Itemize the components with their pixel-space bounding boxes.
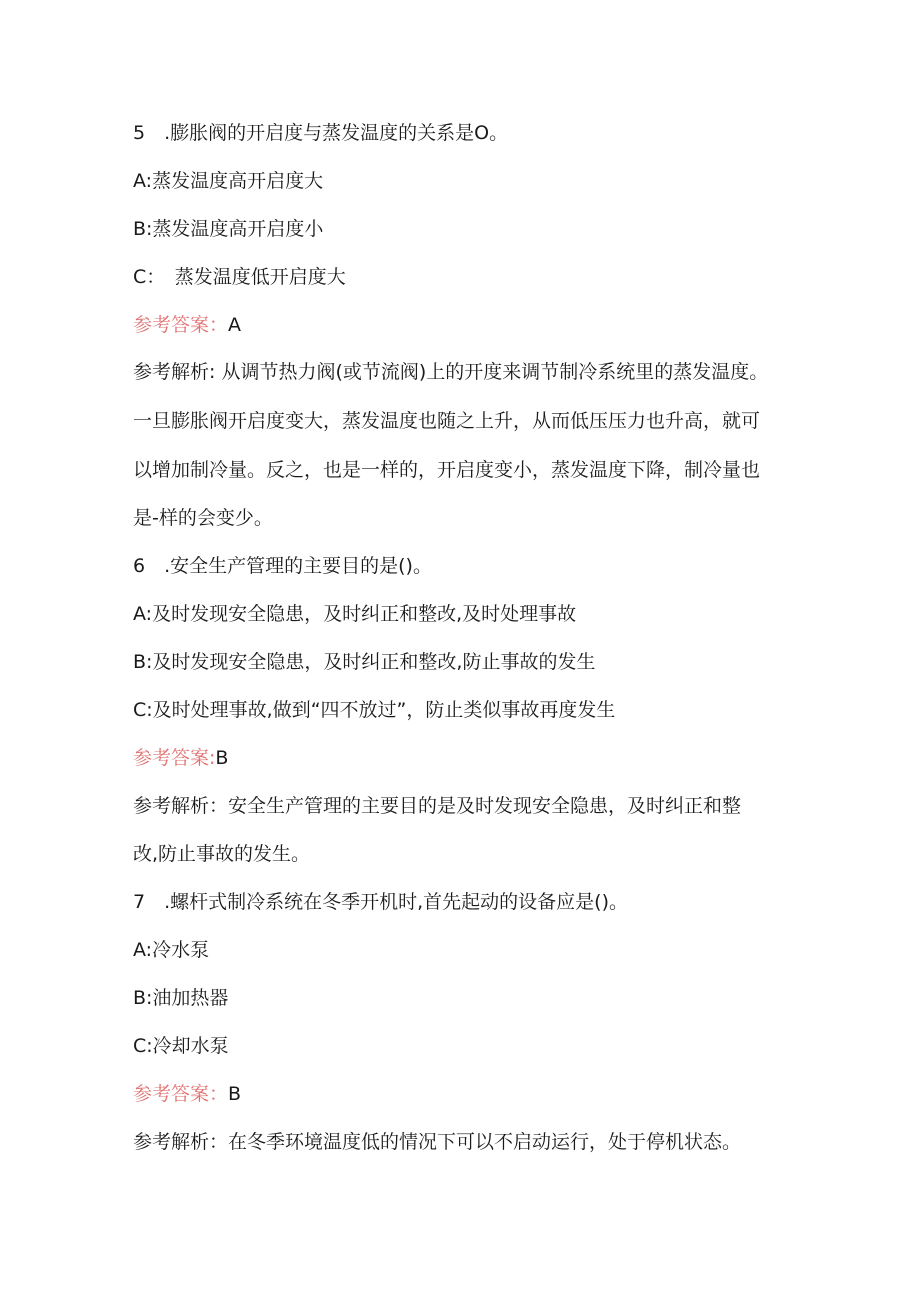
question-6-option-a: A:及时发现安全隐患，及时纠正和整改,及时处理事故 [133, 603, 577, 625]
question-6-analysis-line-1: 参考解析：安全生产管理的主要目的是及时发现安全隐患，及时纠正和整 [133, 795, 742, 817]
answer-value: B [228, 1083, 242, 1105]
answer-value: B [215, 747, 229, 769]
question-7-analysis-line-1: 参考解析：在冬季环境温度低的情况下可以不启动运行，处于停机状态。 [133, 1131, 742, 1153]
question-5-option-a: A:蒸发温度高开启度大 [133, 170, 324, 192]
question-5-analysis-line-1: 参考解析: 从调节热力阀(或节流阀)上的开度来调节制冷系统里的蒸发温度。 [133, 361, 769, 383]
question-5-answer [133, 313, 241, 337]
question-6: 6 .安全生产管理的主要目的是()。 [133, 555, 432, 577]
question-7-option-c: C:冷却水泵 [133, 1035, 229, 1057]
question-7: 7 .螺杆式制冷系统在冬季开机时,首先起动的设备应是()。 [133, 891, 628, 913]
question-5-analysis-line-4: 是-样的会变少。 [133, 507, 273, 529]
answer-label: 参考答案： [133, 1083, 229, 1105]
question-7-option-a: A:冷水泵 [133, 939, 210, 961]
question-6-option-c: C:及时处理事故,做到“四不放过”，防止类似事故再度发生 [133, 699, 616, 721]
question-6-analysis-line-2: 改,防止事故的发生。 [133, 843, 311, 865]
question-6-answer [133, 746, 228, 770]
question-6-option-b: B:及时发现安全隐患，及时纠正和整改,防止事故的发生 [133, 651, 596, 673]
question-5-option-b: B:蒸发温度高开启度小 [133, 218, 324, 240]
question-5-analysis-line-2: 一旦膨胀阀开启度变大，蒸发温度也随之上升，从而低压压力也升高，就可 [133, 410, 761, 432]
question-5-analysis-line-3: 以增加制冷量。反之，也是一样的，开启度变小，蒸发温度下降，制冷量也 [133, 459, 761, 481]
question-7-answer [133, 1082, 241, 1106]
answer-label: 参考答案: [133, 747, 216, 769]
answer-value: A [228, 314, 242, 336]
answer-label: 参考答案： [133, 314, 229, 336]
question-5: 5 .膨胀阀的开启度与蒸发温度的关系是O。 [133, 122, 509, 144]
question-7-option-b: B:油加热器 [133, 987, 229, 1009]
question-5-option-c: C： 蒸发温度低开启度大 [133, 266, 346, 288]
